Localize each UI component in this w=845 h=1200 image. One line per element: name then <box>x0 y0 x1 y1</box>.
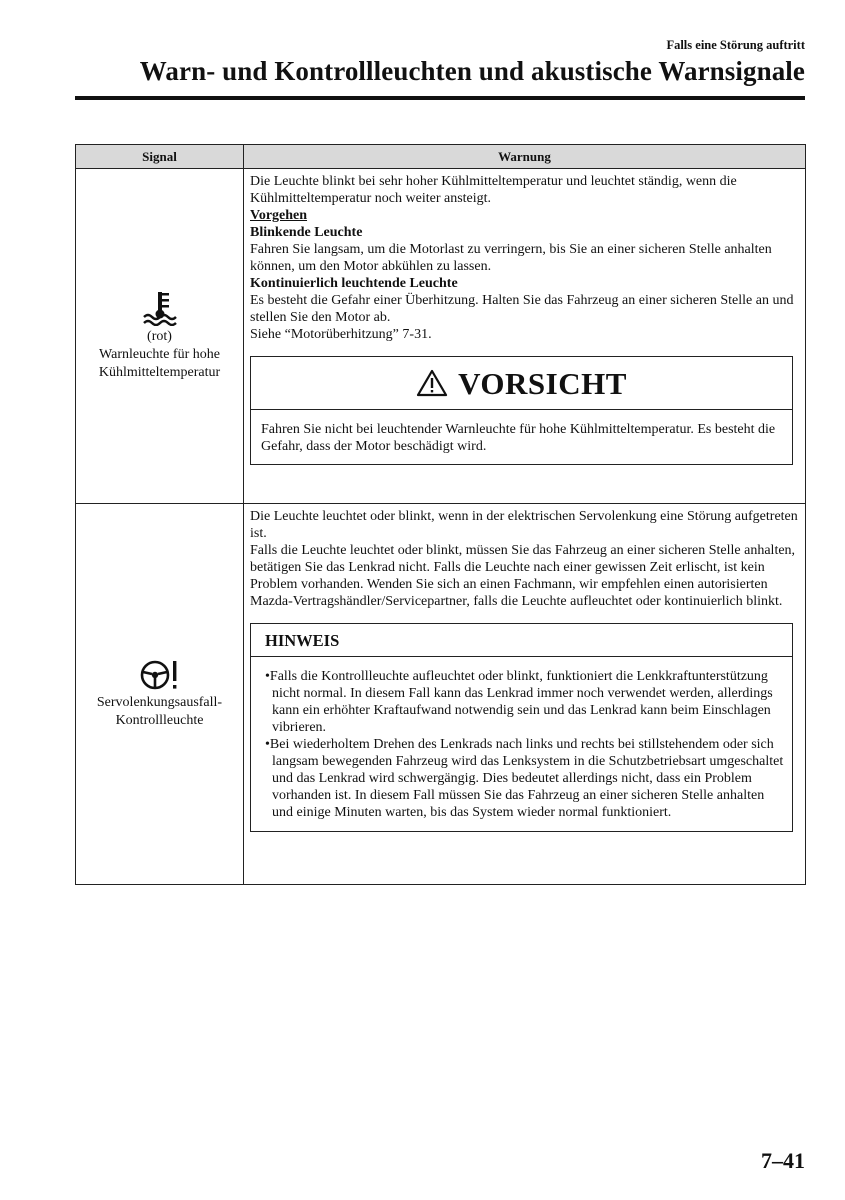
procedure-label: Vorgehen <box>250 208 308 223</box>
signal-cell <box>76 504 244 885</box>
warning-text: Falls die Leuchte leuchtet oder blinkt, müssen Sie das Fahrzeug an einer sicheren Stelle anhalten, betätigen Sie das Lenkrad nicht. Falls die Leuchte nach einer gewissen Zeit erlischt, ist kein Problem vorhanden. Wenden Sie sich an einen Fachmann, wir empfehlen einen autorisierten Mazda-Vertragshändler/Servicepartner, falls die Leuchte aufleuchtet oder kontinuierlich blinkt. <box>250 543 796 609</box>
column-header-warning: Warnung <box>244 145 806 169</box>
table-row <box>76 504 806 885</box>
title-rule <box>75 96 805 100</box>
warning-triangle-icon <box>416 369 448 397</box>
table-row <box>76 169 806 504</box>
signal-cell <box>76 169 244 504</box>
signal-name-line2: Kontrollleuchte <box>115 713 204 728</box>
steady-label: Kontinuierlich leuchtende Leuchte <box>250 276 458 291</box>
cross-reference: Siehe “Motorüberhitzung” 7-31. <box>250 327 432 342</box>
note-box <box>250 623 793 832</box>
blink-label: Blinkende Leuchte <box>250 225 363 240</box>
note-body <box>251 657 792 831</box>
signal-color: (rot) <box>147 329 172 344</box>
blink-text: Fahren Sie langsam, um die Motorlast zu verringern, bis Sie an einer sicheren Stelle anhalten können, um den Motor abkühlen zu lassen. <box>250 242 772 274</box>
warning-table <box>75 144 806 885</box>
steering-warning-icon <box>138 658 182 692</box>
caution-box <box>250 356 793 465</box>
table-header-row <box>76 145 806 169</box>
column-header-signal: Signal <box>76 145 244 169</box>
caution-header <box>251 357 792 410</box>
signal-name-line1: Servolenkungsausfall- <box>96 695 223 710</box>
note-bullet: •Bei wiederholtem Drehen des Lenkrads nach links und rechts bei stillstehendem oder sich langsam bewegenden Fahrzeug wird das Lenksystem in die Schutzbetriebsart umgeschaltet und das Lenkrad wird schwergängig. Dies bedeutet allerdings nicht, dass ein Problem vorhanden ist. In diesem Fall müssen Sie das Fahrzeug an einer sicheren Stelle anhalten und einige Minuten warten, bis das System wieder normal funktioniert. <box>265 737 784 820</box>
steady-text: Es besteht die Gefahr einer Überhitzung. Halten Sie das Fahrzeug an einer sicheren Stelle an und stellen Sie den Motor ab. <box>250 293 794 325</box>
caution-text: Fahren Sie nicht bei leuchtender Warnleuchte für hohe Kühlmitteltemperatur. Es besteht die Gefahr, dass der Motor beschädigt wird. <box>261 422 776 454</box>
signal-name-line2: Kühlmitteltemperatur <box>98 365 221 380</box>
note-bullet: •Falls die Kontrollleuchte aufleuchtet oder blinkt, funktioniert die Lenkkraftunterstützung nicht normal. In diesem Fall kann das Lenkrad immer noch verwendet werden, allerdings kann ein erhöhter Kraftaufwand notwendig sein und das Lenkrad kann beim Einschlagen vibrieren. <box>265 669 773 735</box>
warning-intro: Die Leuchte leuchtet oder blinkt, wenn in der elektrischen Servolenkung eine Störung aufgetreten ist. <box>250 509 798 541</box>
signal-name-line1: Warnleuchte für hohe <box>99 347 220 362</box>
warning-intro: Die Leuchte blinkt bei sehr hoher Kühlmitteltemperatur und leuchtet ständig, wenn die Kühlmitteltemperatur noch weiter ansteigt. <box>250 174 737 206</box>
coolant-temperature-icon <box>140 290 180 326</box>
page-number: 7–41 <box>761 1148 805 1173</box>
page-title: Warn- und Kontrollleuchten und akustische Warnsignale <box>139 56 805 86</box>
warning-cell <box>244 504 806 885</box>
note-title: HINWEIS <box>251 624 792 657</box>
section-header: Falls eine Störung auftritt <box>666 38 805 52</box>
warning-cell <box>244 169 806 504</box>
caution-title: VORSICHT <box>458 365 627 401</box>
